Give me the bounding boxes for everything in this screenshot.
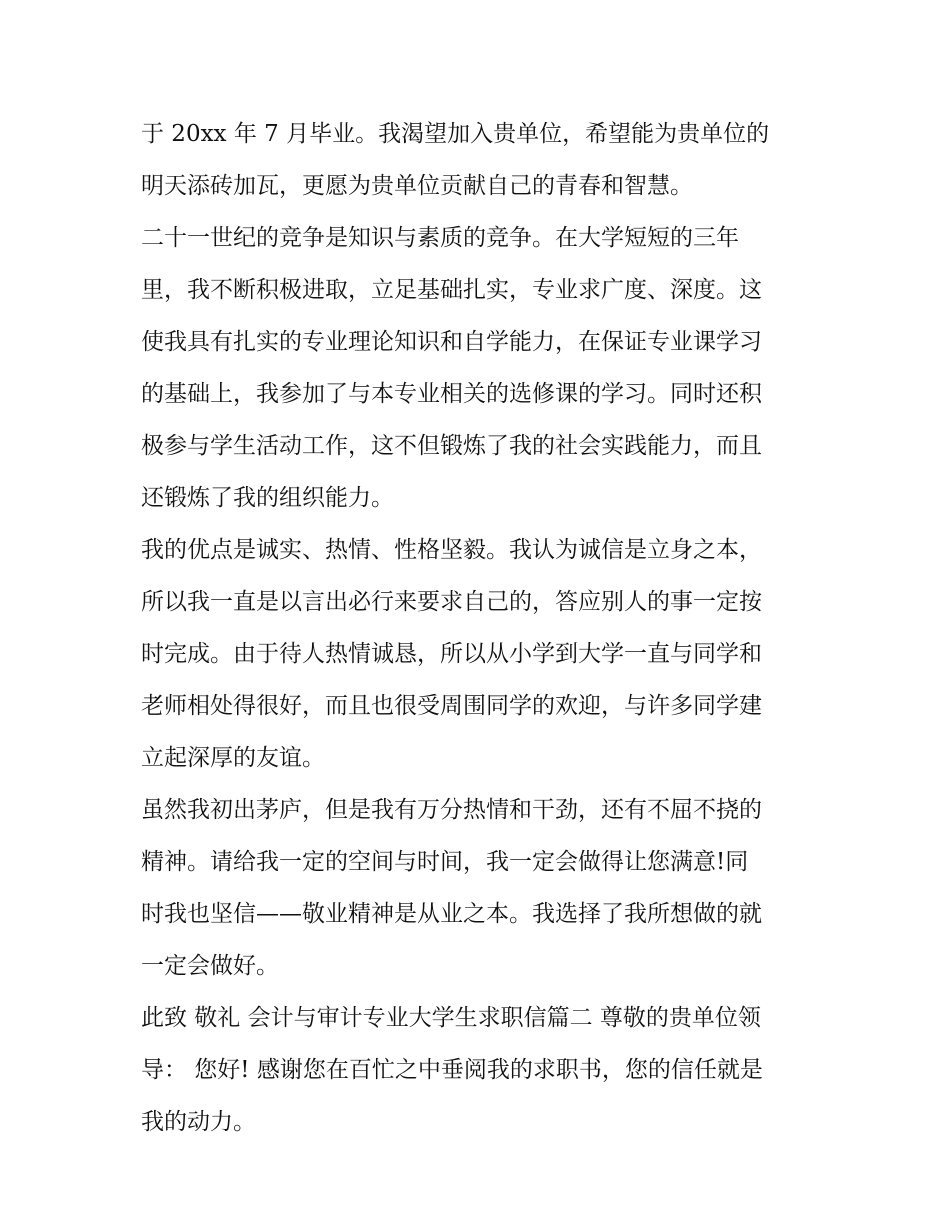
text-line: 极参与学生活动工作，这不但锻炼了我的社会实践能力，而且 bbox=[141, 433, 762, 459]
text-line: 里，我不断积极进取，立足基础扎实，专业求广度、深度。这 bbox=[141, 277, 762, 303]
text-line: 时我也坚信——敬业精神是从业之本。我选择了我所想做的就 bbox=[141, 901, 762, 927]
text-line: 立起深厚的友谊。 bbox=[141, 745, 325, 771]
text-line: 我的优点是诚实、热情、性格坚毅。我认为诚信是立身之本， bbox=[141, 537, 762, 563]
text-line: 精神。请给我一定的空间与时间，我一定会做得让您满意!同 bbox=[141, 849, 749, 875]
letter-body bbox=[141, 108, 821, 1148]
text-line: 我的动力。 bbox=[141, 1109, 256, 1135]
text-line: 此致 敬礼 会计与审计专业大学生求职信篇二 尊敬的贵单位领 bbox=[141, 1005, 761, 1031]
text-line: 一定会做好。 bbox=[141, 953, 279, 979]
text-line: 老师相处得很好，而且也很受周围同学的欢迎，与许多同学建 bbox=[141, 693, 762, 719]
text-line: 于 20xx 年 7 月毕业。我渴望加入贵单位，希望能为贵单位的 bbox=[141, 121, 770, 147]
text-line: 虽然我初出茅庐，但是我有万分热情和干劲，还有不屈不挠的 bbox=[141, 797, 762, 823]
text-line: 明天添砖加瓦，更愿为贵单位贡献自己的青春和智慧。 bbox=[141, 173, 693, 199]
text-line: 的基础上，我参加了与本专业相关的选修课的学习。同时还积 bbox=[141, 381, 762, 407]
text-line: 使我具有扎实的专业理论知识和自学能力，在保证专业课学习 bbox=[141, 329, 762, 355]
text-line: 二十一世纪的竞争是知识与素质的竞争。在大学短短的三年 bbox=[141, 225, 739, 251]
text-line: 导： 您好! 感谢您在百忙之中垂阅我的求职书，您的信任就是 bbox=[141, 1057, 763, 1083]
text-line: 所以我一直是以言出必行来要求自己的，答应别人的事一定按 bbox=[141, 589, 762, 615]
text-line: 还锻炼了我的组织能力。 bbox=[141, 485, 394, 511]
text-line: 时完成。由于待人热情诚恳，所以从小学到大学一直与同学和 bbox=[141, 641, 762, 667]
